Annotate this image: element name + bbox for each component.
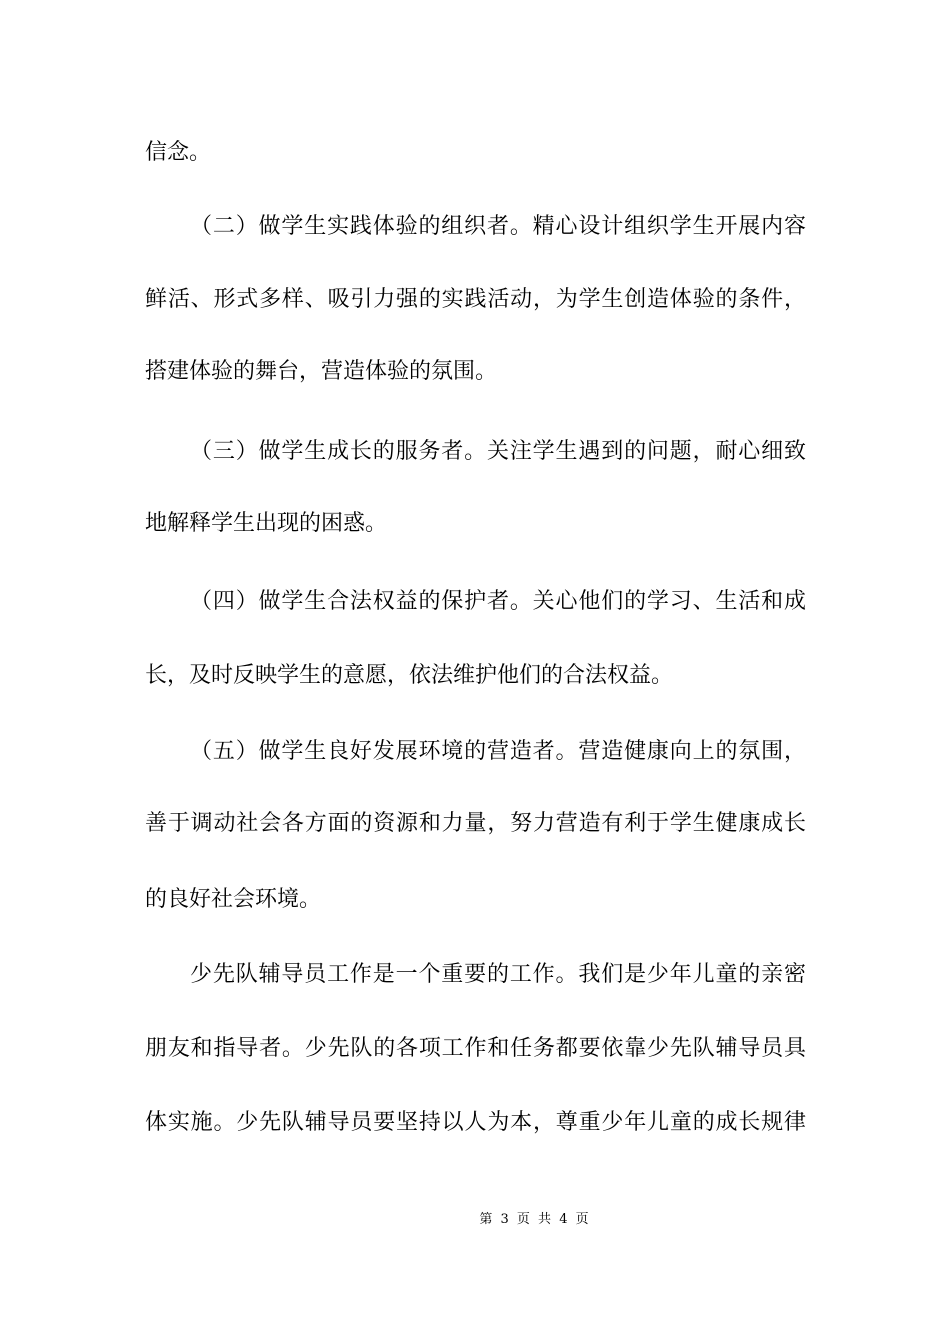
- text-line: （三）做学生成长的服务者。关注学生遇到的问题，耐心细致: [190, 439, 806, 464]
- text-line: 的良好社会环境。: [145, 887, 322, 912]
- text-line: 搭建体验的舞台，营造体验的氛围。: [145, 359, 498, 384]
- text-line: 长，及时反映学生的意愿，依法维护他们的合法权益。: [145, 663, 674, 688]
- text-line: （二）做学生实践体验的组织者。精心设计组织学生开展内容: [190, 214, 806, 239]
- text-line: （四）做学生合法权益的保护者。关心他们的学习、生活和成: [190, 589, 806, 614]
- text-line: 信念。: [145, 140, 212, 165]
- text-line: 善于调动社会各方面的资源和力量，努力营造有利于学生健康成长: [145, 811, 806, 836]
- text-line: 少先队辅导员工作是一个重要的工作。我们是少年儿童的亲密: [190, 962, 806, 987]
- text-line: （五）做学生良好发展环境的营造者。营造健康向上的氛围，: [190, 739, 806, 764]
- text-line: 体实施。少先队辅导员要坚持以人为本，尊重少年儿童的成长规律: [145, 1110, 806, 1135]
- text-line: 朋友和指导者。少先队的各项工作和任务都要依靠少先队辅导员具: [145, 1036, 806, 1061]
- text-line: 地解释学生出现的困惑。: [145, 511, 388, 536]
- text-line: 鲜活、形式多样、吸引力强的实践活动，为学生创造体验的条件，: [145, 287, 806, 312]
- page-number-footer: 第 3 页 共 4 页: [479, 1212, 591, 1227]
